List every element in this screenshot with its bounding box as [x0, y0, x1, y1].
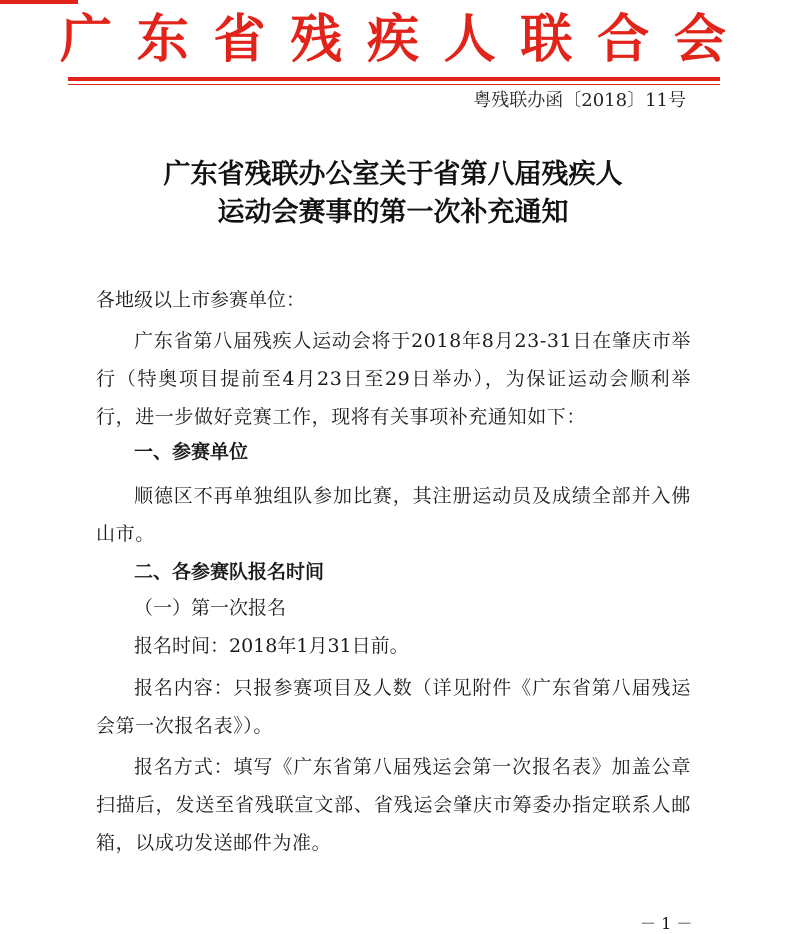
letterhead-char: 东	[136, 10, 189, 70]
page-number: － 1 －	[640, 914, 693, 933]
issuer-letterhead	[60, 6, 726, 74]
subsection-1-heading: （一）第一次报名	[134, 597, 287, 619]
letterhead-char: 广	[60, 10, 113, 70]
letterhead-char: 疾	[366, 10, 419, 70]
letterhead-char: 残	[290, 10, 343, 70]
registration-method: 报名方式：填写《广东省第八届残运会第一次报名表》加盖公章扫描后，发送至省残联宣文部、省残运会肇庆市筹委办指定联系人邮箱，以成功发送邮件为准。	[96, 756, 691, 854]
document-title-line-1: 广东省残联办公室关于省第八届残疾人	[163, 159, 623, 190]
letterhead-char: 联	[520, 10, 573, 70]
letterhead-char: 会	[673, 10, 726, 70]
document-title	[60, 156, 726, 232]
letterhead-char: 省	[213, 10, 266, 70]
letterhead-rule-thin	[68, 84, 720, 85]
letterhead-rule-thick	[68, 77, 720, 81]
section-1-paragraph: 顺德区不再单独组队参加比赛，其注册运动员及成绩全部并入佛山市。	[96, 485, 691, 545]
section-1-heading: 一、参赛单位	[134, 441, 249, 463]
corner-accent-mark	[0, 0, 78, 4]
salutation: 各地级以上市参赛单位：	[96, 289, 306, 311]
letterhead-char: 人	[443, 10, 496, 70]
section-2-heading: 二、各参赛队报名时间	[134, 561, 325, 583]
registration-content: 报名内容：只报参赛项目及人数（详见附件《广东省第八届残运会第一次报名表》）。	[96, 677, 691, 737]
intro-paragraph: 广东省第八届残疾人运动会将于2018年8月23-31日在肇庆市举行（特奥项目提前至4月23日至29日举办），为保证运动会顺利举行，进一步做好竞赛工作，现将有关事项补充通知如下：	[96, 330, 691, 428]
document-number: 粤残联办函〔2018〕11号	[473, 90, 686, 111]
letterhead-char: 合	[597, 10, 650, 70]
registration-time: 报名时间：2018年1月31日前。	[134, 635, 409, 657]
document-title-line-2: 运动会赛事的第一次补充通知	[217, 197, 569, 228]
